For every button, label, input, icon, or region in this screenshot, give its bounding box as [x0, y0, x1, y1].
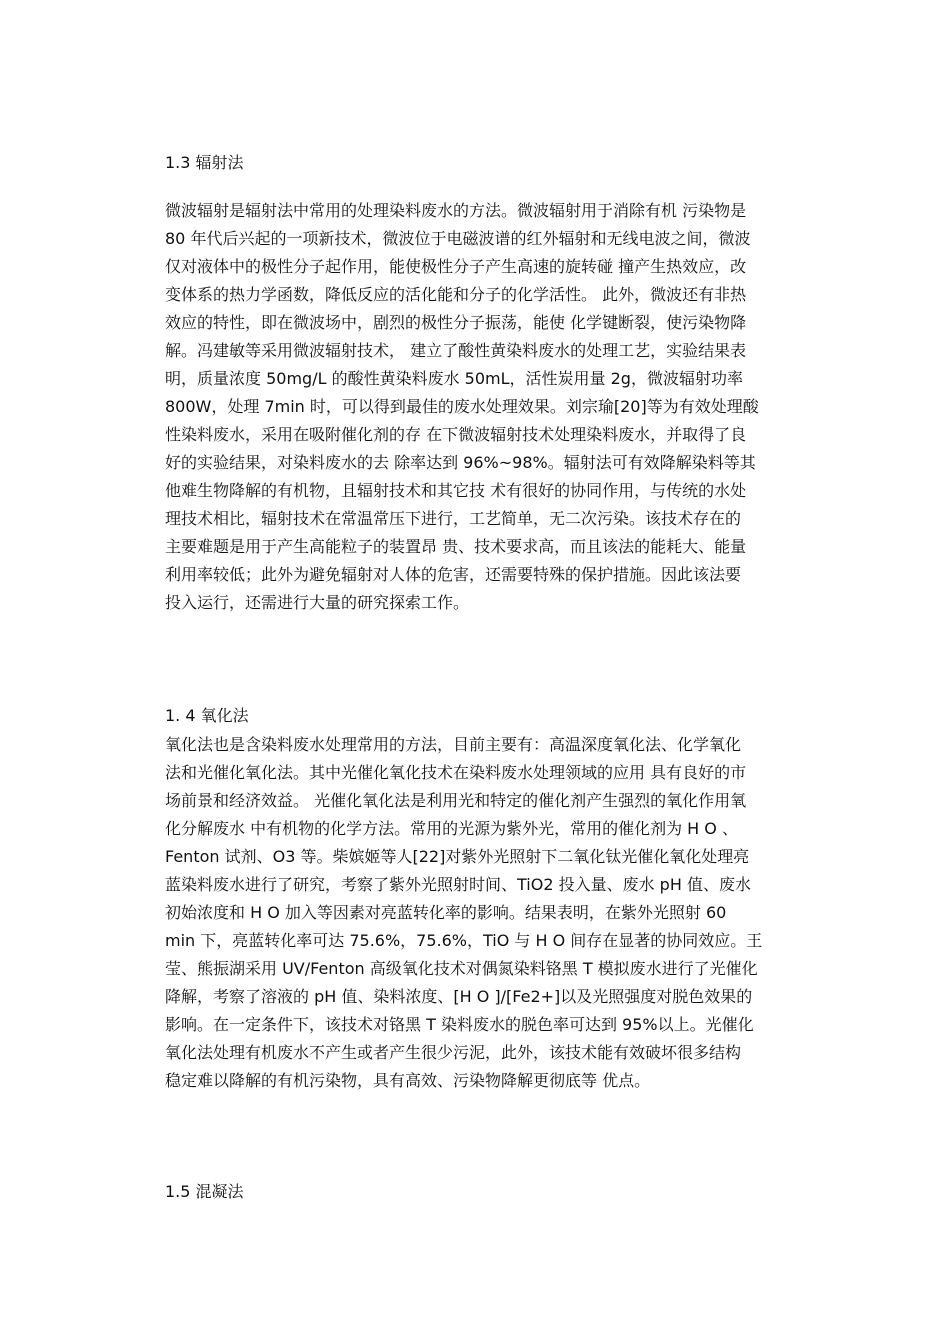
- text-line: 稳定难以降解的有机污染物，具有高效、污染物降解更彻底等 优点。: [165, 1071, 651, 1090]
- text-line: 变体系的热力学函数，降低反应的活化能和分子的化学活性。 此外，微波还有非热: [165, 285, 747, 304]
- text-line: 他难生物降解的有机物，且辐射技术和其它技 术有很好的协同作用，与传统的水处: [165, 481, 747, 500]
- text-line: min 下，亮蓝转化率可达 75.6%，75.6%，TiO 与 H O 间存在显著的协同效应。王: [165, 931, 763, 950]
- section-heading-1-5: 1.5 混凝法: [165, 1182, 244, 1201]
- text-line: 蓝染料废水进行了研究，考察了紫外光照射时间、TiO2 投入量、废水 pH 值、废水: [165, 875, 751, 894]
- text-line: 化分解废水 中有机物的化学方法。常用的光源为紫外光，常用的催化剂为 H O 、: [165, 819, 738, 838]
- text-line: 氧化法也是含染料废水处理常用的方法，目前主要有：高温深度氧化法、化学氧化: [165, 735, 742, 754]
- text-line: 初始浓度和 H O 加入等因素对亮蓝转化率的影响。结果表明，在紫外光照射 60: [165, 903, 727, 922]
- text-line: 理技术相比，辐射技术在常温常压下进行，工艺简单，无二次污染。该技术存在的: [165, 509, 742, 528]
- text-line: 降解，考察了溶液的 pH 值、染料浓度、[H O ]/[Fe2+]以及光照强度对脱色效果的: [165, 987, 753, 1006]
- text-line: 微波辐射是辐射法中常用的处理染料废水的方法。微波辐射用于消除有机 污染物是: [165, 201, 747, 220]
- text-line: 好的实验结果，对染料废水的去 除率达到 96%~98%。辐射法可有效降解染料等其: [165, 453, 756, 472]
- section-heading-1-3: 1.3 辐射法: [165, 153, 244, 172]
- text-line: 莹、熊振湖采用 UV/Fenton 高级氧化技术对偶氮染料铬黑 T 模拟废水进行了光催化: [165, 959, 758, 978]
- text-line: 主要难题是用于产生高能粒子的装置昂 贵、技术要求高，而且该法的能耗大、能量: [165, 537, 747, 556]
- text-line: 解。冯建敏等采用微波辐射技术， 建立了酸性黄染料废水的处理工艺，实验结果表: [165, 341, 747, 360]
- section-heading-1-4: 1. 4 氧化法: [165, 706, 249, 725]
- section-body-1-4: [165, 731, 815, 1095]
- text-line: 80 年代后兴起的一项新技术，微波位于电磁波谱的红外辐射和无线电波之间，微波: [165, 229, 751, 248]
- text-line: 800W，处理 7min 时，可以得到最佳的废水处理效果。刘宗瑜[20]等为有效处理酸: [165, 397, 759, 416]
- text-line: 明，质量浓度 50mg/L 的酸性黄染料废水 50mL，活性炭用量 2g，微波辐射功率: [165, 369, 743, 388]
- text-line: 氧化法处理有机废水不产生或者产生很少污泥，此外，该技术能有效破坏很多结构: [165, 1043, 742, 1062]
- text-line: 场前景和经济效益。 光催化氧化法是利用光和特定的催化剂产生强烈的氧化作用氧: [165, 791, 747, 810]
- text-line: 性染料废水，采用在吸附催化剂的存 在下微波辐射技术处理染料废水，并取得了良: [165, 425, 747, 444]
- section-body-1-3: [165, 197, 815, 617]
- text-line: 利用率较低；此外为避免辐射对人体的危害，还需要特殊的保护措施。因此该法要: [165, 565, 742, 584]
- text-line: 影响。在一定条件下，该技术对铬黑 T 染料废水的脱色率可达到 95%以上。光催化: [165, 1015, 754, 1034]
- text-line: Fenton 试剂、O3 等。柴嫔姬等人[22]对紫外光照射下二氧化钛光催化氧化处理亮: [165, 847, 750, 866]
- text-line: 法和光催化氧化法。其中光催化氧化技术在染料废水处理领域的应用 具有良好的市: [165, 763, 747, 782]
- text-line: 仅对液体中的极性分子起作用，能使极性分子产生高速的旋转碰 撞产生热效应，改: [165, 257, 747, 276]
- text-line: 效应的特性，即在微波场中，剧烈的极性分子振荡，能使 化学键断裂，使污染物降: [165, 313, 747, 332]
- text-line: 投入运行，还需进行大量的研究探索工作。: [165, 593, 470, 612]
